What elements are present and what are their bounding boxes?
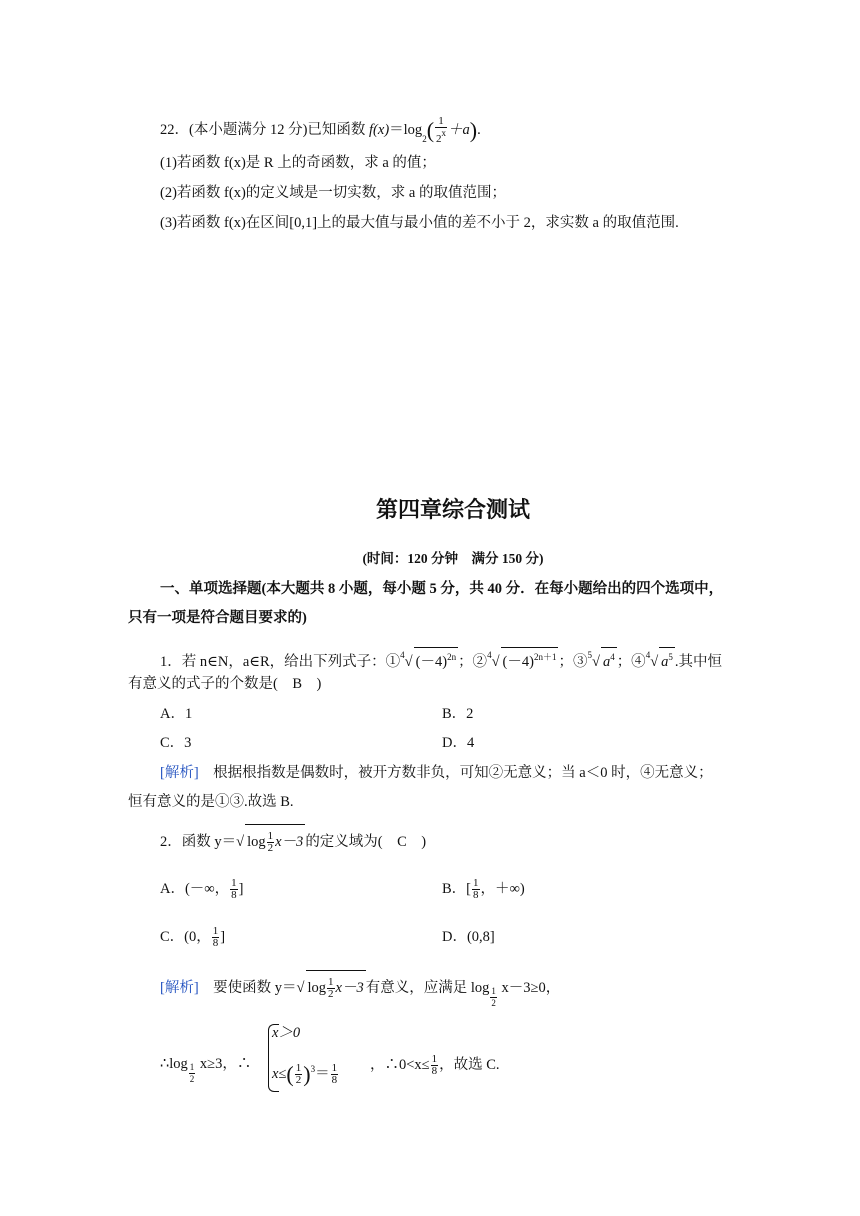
q22-lead: 22．(本小题满分 12 分)已知函数: [160, 121, 370, 138]
q2-root: log $\frac{1}{2}$ x－3: [245, 824, 305, 859]
q22-fx: f(x): [369, 121, 390, 138]
q1-stem-text: 1．若 n∈N，a∈R，给出下列式子：①: [160, 654, 401, 670]
q2-analysis-conclusion: ，∴0<x≤ $\frac{1}{8}$ ，故选 C.: [370, 1053, 500, 1078]
q1-option-d: D．4: [442, 735, 475, 751]
q2-analysis-root: log $\frac{1}{2}$ x－3: [306, 970, 366, 1005]
q22-fraction: $\frac{1}{2^x}$: [436, 115, 447, 145]
q1-root2: $(-4)^{2n+1}$: [501, 647, 559, 671]
q2-analysis-line1: [解析] 要使函数 y＝√ log $\frac{1}{2}$ x－3 有意义，应满足 log $\frac{1}{2}$ x－3≥0，: [160, 970, 560, 1009]
q1-stem-end: .其中恒: [674, 654, 723, 670]
q1-sep2: ；③: [558, 654, 588, 670]
q2-option-a: A．(－∞， $\frac{1}{8}$ ]: [160, 877, 244, 902]
q22-part3: (3)若函数 f(x)在区间[0,1]上的最大值与最小值的差不小于 2，求实数 a 的取值范围.: [160, 215, 679, 231]
q1-sep1: ；②: [458, 654, 488, 670]
q1-sep3: ；④: [616, 654, 646, 670]
q1-analysis-text: 根据根指数是偶数时，被开方数非负，可知②无意义；当 a＜0 时，④无意义；: [198, 765, 713, 781]
q1-root1: $(-4)^{2n}$: [414, 647, 458, 671]
q1-option-c: C．3: [160, 735, 192, 751]
q22-stem: [160, 116, 481, 148]
q2-system-top: x＞0: [272, 1025, 301, 1041]
section-heading-line2: 只有一项是符合题目要求的): [128, 610, 307, 626]
q2-system-bottom: x≤( $\frac{1}{2}$ )$^3$＝ $\frac{1}{8}$: [272, 1061, 338, 1087]
q1-option-a: A．1: [160, 706, 193, 722]
q2-option-c: C．(0， $\frac{1}{8}$ ]: [160, 925, 226, 950]
q22-part2: (2)若函数 f(x)的定义域是一切实数，求 a 的取值范围；: [160, 185, 506, 201]
q2-stem: 2．函数 y＝√ log $\frac{1}{2}$ x－3 的定义域为( C ): [160, 824, 426, 859]
q1-root1-index: 4: [400, 650, 405, 660]
chapter-subtitle: (时间：120 分钟 满分 150 分): [362, 551, 544, 566]
q2-stem-end: 的定义域为( C ): [305, 834, 427, 850]
q1-root4: $a^5$: [659, 647, 675, 671]
q2-analysis-tag: [解析]: [160, 980, 199, 996]
q1-analysis-tag: [解析]: [160, 765, 199, 781]
q1-root4-index: 4: [645, 650, 651, 660]
q1-analysis-line2: 恒有意义的是①③.故选 B.: [128, 794, 294, 810]
q1-analysis-line1: [160, 764, 713, 782]
q22-plus-a: ＋a: [448, 121, 470, 138]
section-heading-line1: 一、单项选择题(本大题共 8 小题，每小题 5 分，共 40 分．在每小题给出的四个选项中，: [160, 581, 724, 597]
q22-left-paren: (: [426, 117, 435, 143]
q1-option-b: B．2: [442, 706, 474, 722]
q22-part1: (1)若函数 f(x)是 R 上的奇函数，求 a 的值；: [160, 155, 436, 171]
q1-stem-line2: 有意义的式子的个数是( B ): [128, 676, 322, 692]
q22-right-paren: ): [469, 117, 478, 143]
q1-root2-index: 4: [487, 650, 492, 660]
q2-analysis-line2: ∴log $\frac{1}{2}$ x≥3，∴: [160, 1056, 252, 1084]
q22-end: .: [477, 121, 481, 138]
chapter-title: 第四章综合测试: [375, 498, 530, 523]
q2-option-d: D．(0,8]: [442, 929, 495, 945]
q1-stem: 1．若 n∈N，a∈R，给出下列式子：①$^4$√ $(-4)^{2n}$ ；②$^4$√ $(-4)^{2n+1}$ ；③$^5$√ $a^4$ ；④$^4$√ $a^5$ .其中恒: [160, 646, 722, 671]
q1-root3-index: 5: [587, 650, 592, 660]
q1-root3: $a^4$: [601, 647, 617, 671]
q22-eq-log: ＝log: [389, 121, 423, 138]
q2-stem-text: 2．函数 y＝: [160, 834, 237, 850]
q2-option-b: B．[ $\frac{1}{8}$ ，＋∞): [442, 877, 525, 902]
q22-log-base: 2: [422, 133, 427, 144]
